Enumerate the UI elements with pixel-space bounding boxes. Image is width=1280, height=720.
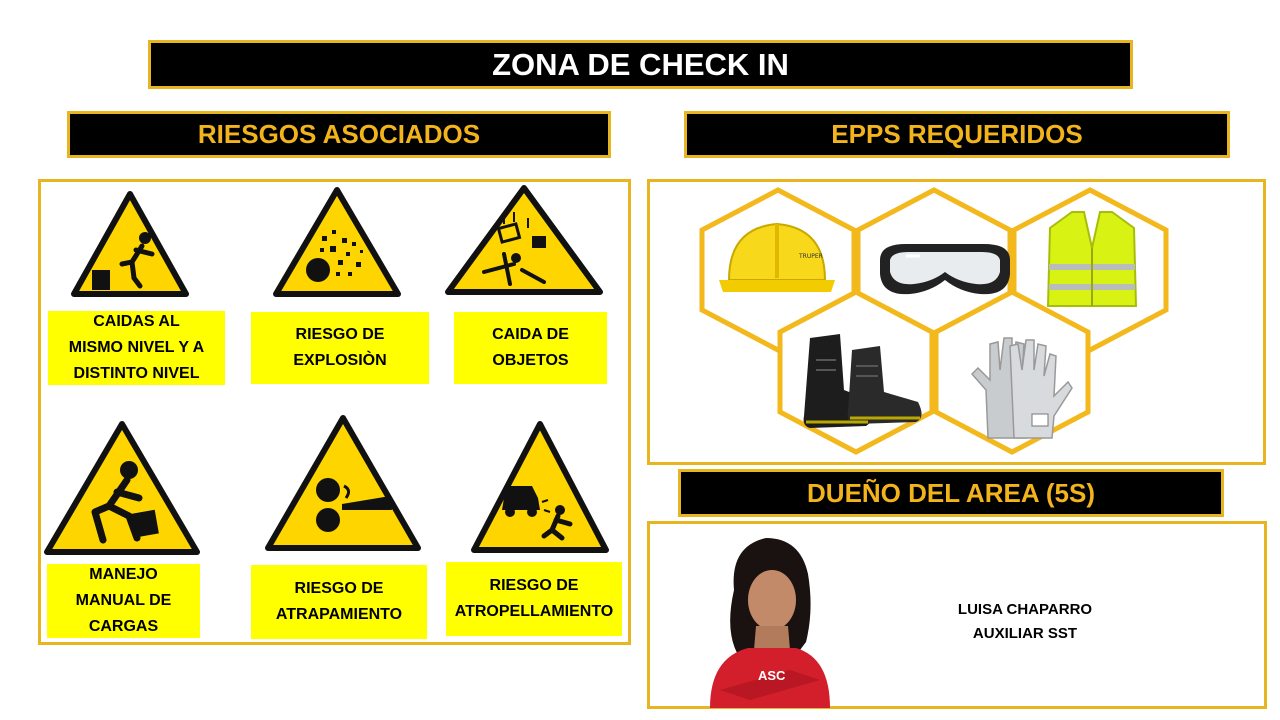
fall-warning-icon: [70, 190, 190, 298]
helmet-icon: [715, 214, 839, 304]
owner-info: [900, 598, 1150, 646]
explosion-warning-icon: [272, 186, 402, 298]
shirt-logo: ASC: [758, 668, 786, 683]
safety-boots-icon: [796, 330, 930, 434]
risk-label: CAIDAS AL MISMO NIVEL Y A DISTINTO NIVEL: [48, 311, 225, 385]
risks-header: RIESGOS ASOCIADOS: [67, 111, 611, 158]
risk-label: MANEJO MANUAL DE CARGAS: [47, 564, 200, 638]
ppe-header: EPPS REQUERIDOS: [684, 111, 1230, 158]
risk-label: RIESGO DE EXPLOSIÒN: [251, 312, 429, 384]
risk-label: RIESGO DE ATROPELLAMIENTO: [446, 562, 622, 636]
owner-name: LUISA CHAPARRO: [957, 601, 1093, 618]
run-over-warning-icon: [470, 420, 610, 554]
risk-label: CAIDA DE OBJETOS: [454, 312, 607, 384]
page-title: ZONA DE CHECK IN: [148, 40, 1133, 89]
reflective-vest-icon: [1044, 208, 1140, 308]
safety-gloves-icon: [968, 330, 1074, 440]
owner-header: DUEÑO DEL AREA (5S): [678, 469, 1224, 517]
risk-label: RIESGO DE ATRAPAMIENTO: [251, 565, 427, 639]
safety-goggles-icon: [876, 238, 1014, 302]
owner-role: AUXILIAR SST: [972, 625, 1078, 642]
entrapment-warning-icon: [264, 414, 422, 552]
falling-objects-warning-icon: [444, 184, 604, 296]
manual-handling-warning-icon: [43, 420, 201, 556]
svg-text:TRUPER: TRUPER: [799, 253, 823, 260]
avatar: [700, 530, 832, 708]
